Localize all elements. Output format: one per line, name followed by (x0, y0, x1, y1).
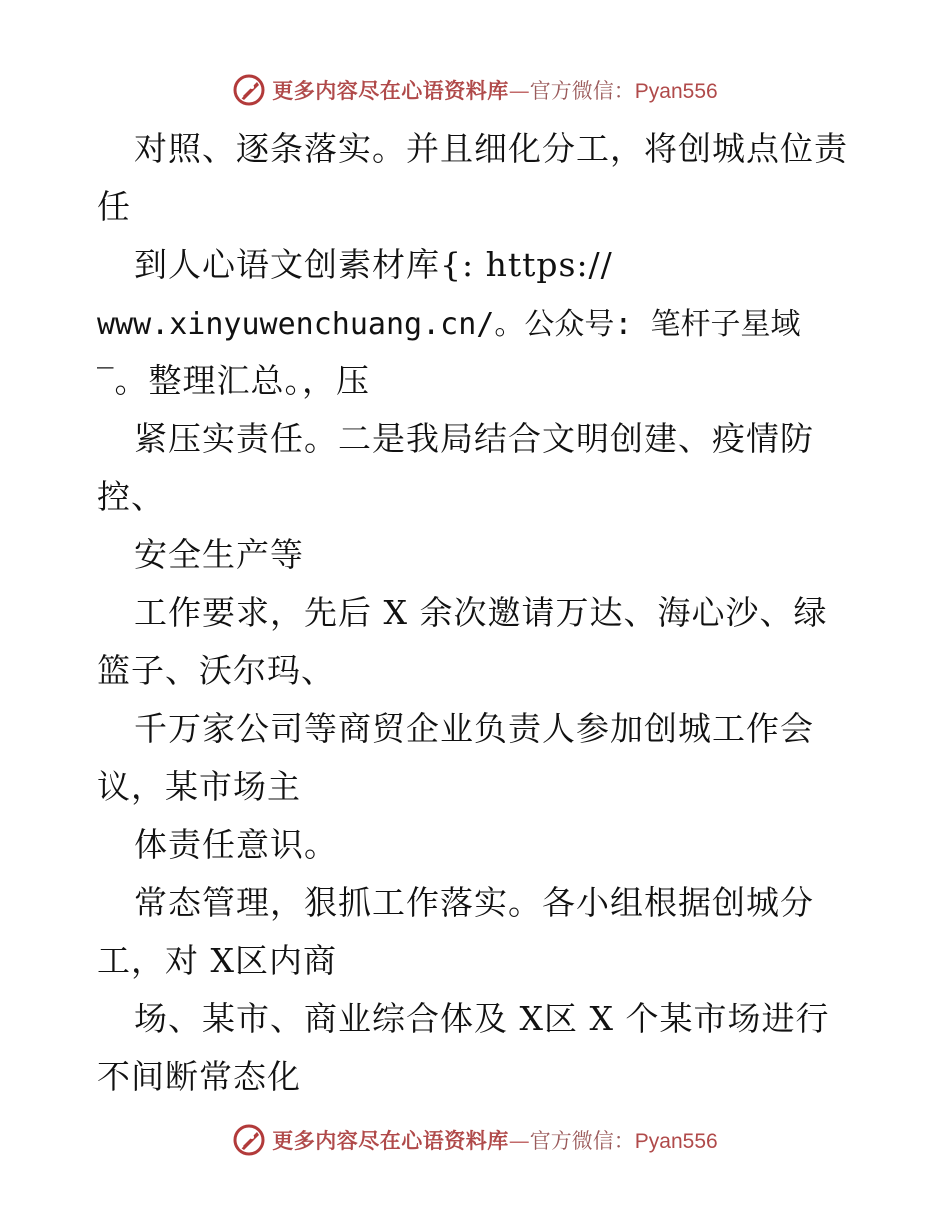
banner-dash: — (508, 79, 530, 103)
text-line: 不间断常态化 (97, 1057, 301, 1096)
text-line: 常态管理，狠抓工作落实。各小组根据创城分 (134, 883, 814, 922)
text-line: 对照、逐条落实。并且细化分工，将创城点位责 (134, 129, 848, 168)
banner-caption (272, 75, 717, 105)
text-line: 紧压实责任。二是我局结合文明创建、疫情防 (134, 419, 814, 458)
banner-main-text: 更多内容尽在心语资料库 (272, 1128, 509, 1153)
text-line: 控、 (97, 477, 165, 516)
text-line: 议，某市场主 (97, 767, 301, 806)
text-line: 安全生产等 (134, 535, 304, 574)
banner-wechat-id: Pyan556 (634, 1130, 718, 1153)
text-line (97, 294, 857, 352)
banner-wechat-label: 官方微信： (529, 79, 635, 103)
text-line: 场、某市、商业综合体及 X区 X 个某市场进行 (134, 999, 830, 1038)
text-line: 工，对 X区内商 (97, 941, 337, 980)
banner-main-text: 更多内容尽在心语资料库 (272, 78, 509, 103)
text-line: 任 (97, 187, 131, 226)
quill-pen-logo-icon (232, 1123, 266, 1157)
text-line: 工作要求，先后 X 余次邀请万达、海心沙、绿 (134, 593, 828, 632)
header-banner (0, 70, 950, 110)
quill-pen-logo-icon (232, 73, 266, 107)
banner-caption (272, 1125, 717, 1155)
banner-wechat-label: 官方微信： (529, 1129, 635, 1153)
text-line: ‾。整理汇总。，压 (97, 361, 370, 400)
body-text (97, 120, 857, 1106)
url-text: www.xinyuwenchuang.cn/。公众号: 笔杆子星域 (97, 307, 801, 342)
text-line: 千万家公司等商贸企业负责人参加创城工作会 (134, 709, 814, 748)
text-line: 篮子、沃尔玛、 (97, 651, 335, 690)
banner-dash: — (508, 1129, 530, 1153)
text-line: 到人心语文创素材库{: https:// (134, 245, 613, 284)
banner-wechat-id: Pyan556 (634, 80, 718, 103)
text-line: 体责任意识。 (134, 825, 338, 864)
footer-banner (0, 1120, 950, 1160)
